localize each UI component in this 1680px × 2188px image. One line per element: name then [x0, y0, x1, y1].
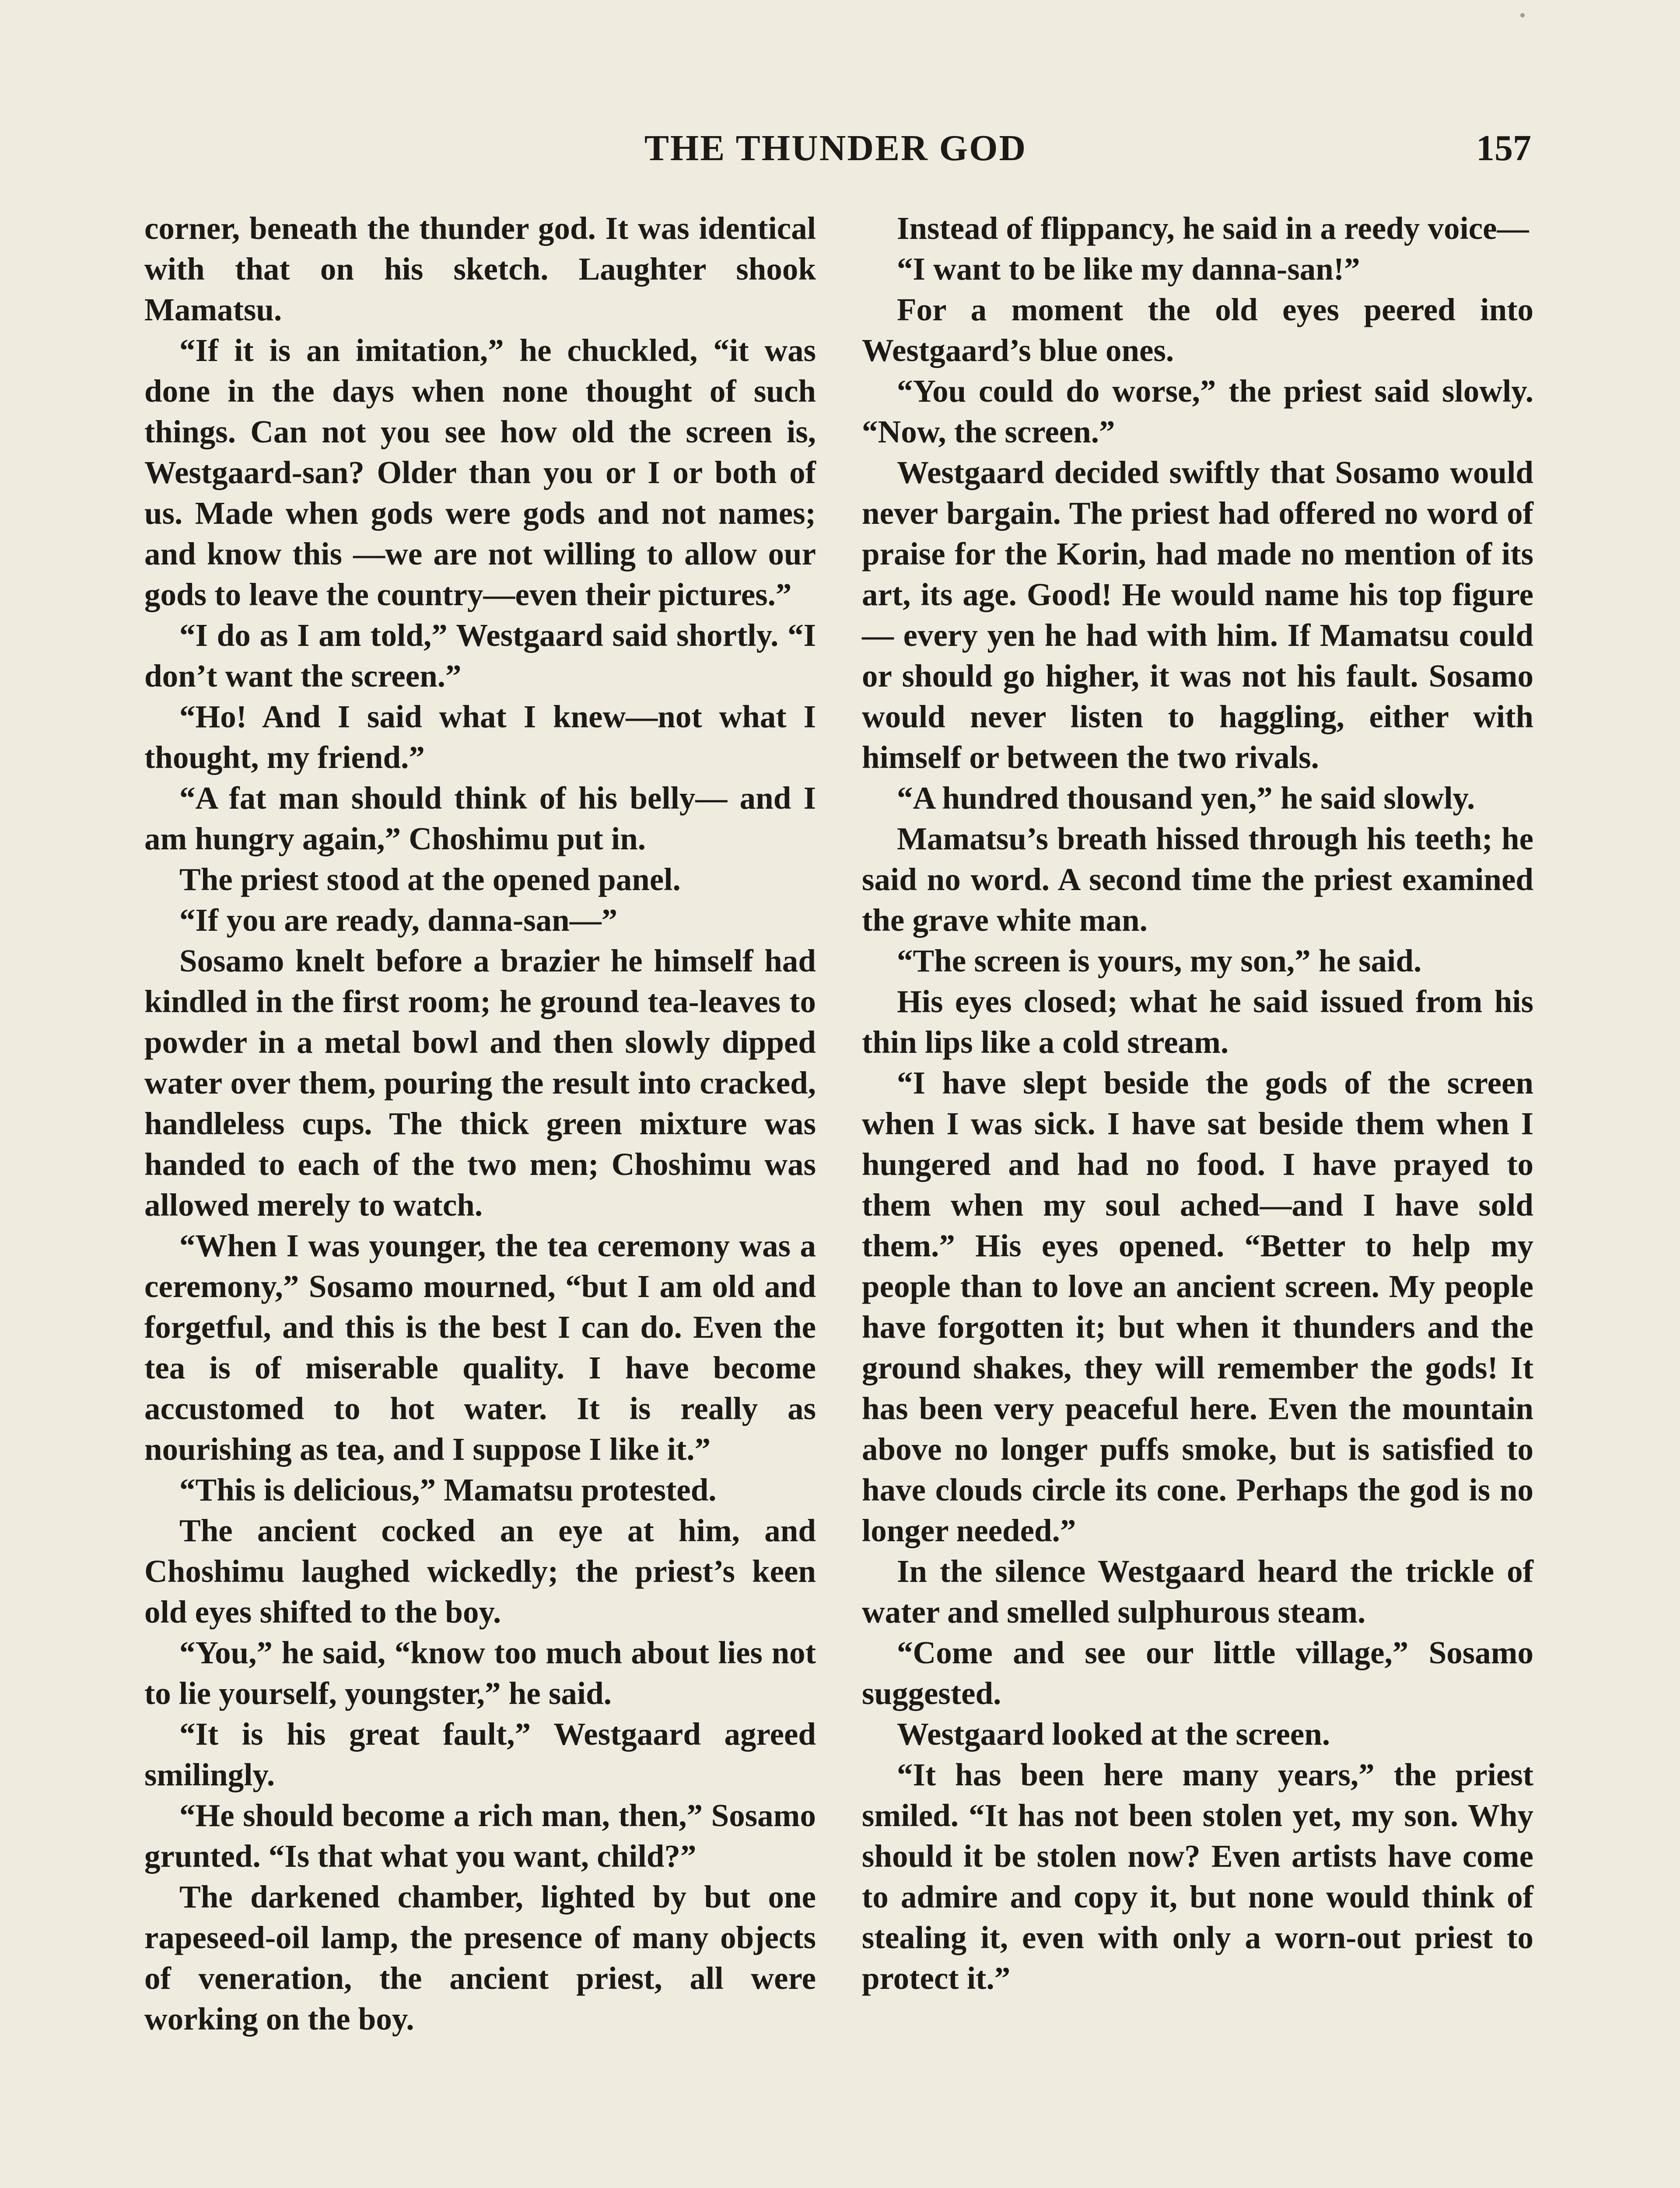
- paragraph: “You,” he said, “know too much about lies not to lie yourself, youngster,” he said.: [144, 1635, 816, 1711]
- paragraph: “Come and see our little village,” Sosamo suggested.: [862, 1635, 1533, 1711]
- page-header: [140, 127, 1531, 175]
- paragraph: “It has been here many years,” the priest smiled. “It has not been stolen yet, my son. Why should it be stolen now? Even artists have come to admire and copy it, but none would think of stealing it, even with only a worn-out priest to protect it.”: [862, 1757, 1533, 1996]
- paragraph: “Ho! And I said what I knew—not what I thought, my friend.”: [144, 699, 816, 775]
- paragraph: “If you are ready, danna-san—”: [179, 902, 618, 938]
- paragraph: His eyes closed; what he said issued from his thin lips like a cold stream.: [862, 984, 1533, 1060]
- paragraph: “A hundred thousand yen,” he said slowly.: [897, 780, 1475, 816]
- right-text-column: [862, 208, 1533, 1999]
- paragraph: “It is his great fault,” Westgaard agreed smilingly.: [144, 1716, 816, 1792]
- paragraph: “When I was younger, the tea ceremony was a ceremony,” Sosamo mourned, “but I am old and forgetful, and this is the best I can do. Even the tea is of miserable quality. I have become accustomed to hot water. It is really as nourishing as tea, and I suppose I like it.”: [144, 1228, 816, 1467]
- paragraph: “A fat man should think of his belly— and I am hungry again,” Choshimu put in.: [144, 780, 816, 856]
- paragraph: “I want to be like my danna-san!”: [897, 251, 1360, 287]
- paragraph: Westgaard looked at the screen.: [897, 1716, 1330, 1752]
- paragraph: Sosamo knelt before a brazier he himself had kindled in the first room; he ground tea-leaves to powder in a metal bowl and then slowly dipped water over them, pouring the result into cracked, handleless cups. The thick green mixture was handed to each of the two men; Choshimu was allowed merely to watch.: [144, 943, 816, 1223]
- page-number: 157: [1476, 128, 1531, 168]
- running-title: THE THUNDER GOD: [644, 128, 1027, 168]
- paragraph: “He should become a rich man, then,” Sosamo grunted. “Is that what you want, child?”: [144, 1798, 816, 1874]
- paragraph: In the silence Westgaard heard the trickle of water and smelled sulphurous steam.: [862, 1553, 1533, 1630]
- paragraph: The darkened chamber, lighted by but one rapeseed-oil lamp, the presence of many objects of veneration, the ancient priest, all were working on the boy.: [144, 1879, 816, 2037]
- paragraph: “This is delicious,” Mamatsu protested.: [179, 1472, 717, 1508]
- paragraph: “You could do worse,” the priest said slowly. “Now, the screen.”: [862, 373, 1533, 449]
- paragraph: Mamatsu’s breath hissed through his teeth; he said no word. A second time the priest examined the grave white man.: [862, 821, 1533, 938]
- paragraph: “The screen is yours, my son,” he said.: [897, 943, 1422, 978]
- left-text-column: [144, 208, 816, 2039]
- paragraph: corner, beneath the thunder god. It was identical with that on his sketch. Laughter shook Mamatsu.: [144, 210, 816, 327]
- paragraph: The priest stood at the opened panel.: [179, 862, 681, 897]
- paragraph: “I do as I am told,” Westgaard said shortly. “I don’t want the screen.”: [144, 617, 816, 694]
- paragraph: “I have slept beside the gods of the screen when I was sick. I have sat beside them when I hungered and had no food. I have prayed to them when my soul ached—and I have sold them.” His eyes opened. “Better to help my people than to love an ancient screen. My people have forgotten it; but when it thunders and the ground shakes, they will remember the gods! It has been very peaceful here. Even the mountain above no longer puffs smoke, but is satisfied to have clouds circle its cone. Perhaps the god is no longer needed.”: [862, 1065, 1533, 1548]
- paragraph: “If it is an imitation,” he chuckled, “it was done in the days when none thought of such things. Can not you see how old the screen is, Westgaard-san? Older than you or I or both of us. Made when gods were gods and not names; and know this —we are not willing to allow our gods to leave the country—even their pictures.”: [144, 333, 816, 612]
- paragraph: For a moment the old eyes peered into Westgaard’s blue ones.: [862, 292, 1533, 368]
- paragraph: Instead of flippancy, he said in a reedy voice—: [897, 210, 1529, 246]
- paragraph: The ancient cocked an eye at him, and Choshimu laughed wickedly; the priest’s keen old eyes shifted to the boy.: [144, 1513, 816, 1630]
- paper-speck: [1520, 13, 1525, 18]
- paragraph: Westgaard decided swiftly that Sosamo would never bargain. The priest had offered no word of praise for the Korin, had made no mention of its art, its age. Good! He would name his top figure— every yen he had with him. If Mamatsu could or should go higher, it was not his fault. Sosamo would never listen to haggling, either with himself or between the two rivals.: [862, 455, 1533, 775]
